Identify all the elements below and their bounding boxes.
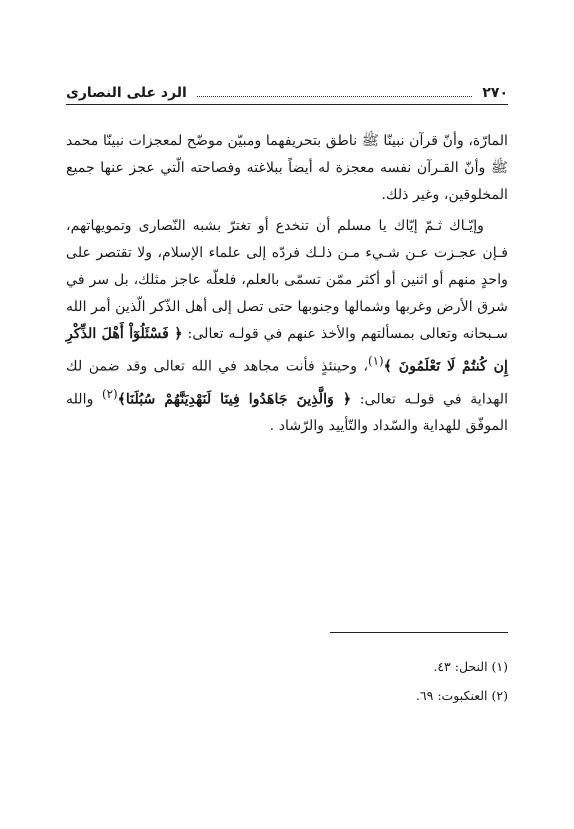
- header-dot-leader: [197, 96, 473, 97]
- paragraph-1: المارّة، وأنّ قرآن نبينّا ﷺ ناطق بتحريفهما ومبيّن موضّح لمعجزات نبينّا محمد ﷺ وأنّ القـرآن نفسه معجزة له أيضاً ببلاغته وفصاحته الّتي عجز عنها جميع المخلوقين، وغير ذلك.: [66, 133, 508, 203]
- footnotes: [66, 652, 508, 710]
- footnote-2: (٢) العنكبوت: ٦٩.: [415, 688, 508, 703]
- page-number: ٢٧٠: [482, 85, 508, 101]
- footnote-ref-2: (٢): [101, 386, 118, 401]
- paragraph-2: [66, 213, 508, 440]
- running-header: [66, 74, 508, 100]
- body-text: [66, 128, 508, 440]
- footnote-1: (١) النحل: ٤٣.: [433, 659, 508, 674]
- paragraph-2-part-b: ، وحينئذٍ فأنت مجاهد في الله تعالى وقد ضمن لك الهداية في قولـه تعالى:: [66, 358, 509, 408]
- paragraph-2-part-c: والله الموفّق للهداية والسّداد والتّأييد والرّشاد .: [66, 391, 508, 435]
- running-title: الرد على النصارى: [66, 85, 187, 101]
- quran-quote-1: ﴿ فَسْئَلُوٓاْ أَهْلَ الذِّكْرِ إِن كُنتُمْ لَا تَعْلَمُونَ ﴾: [66, 326, 508, 375]
- quran-quote-2: ﴿ وَالَّذِينَ جَاهَدُوا فِينَا لَنَهْدِيَنَّهُمْ سُبُلَنَا﴾: [117, 391, 352, 408]
- footnote-rule: [330, 632, 508, 633]
- footnote-ref-1: (١): [368, 354, 384, 368]
- paragraph-2-part-a: وإيّـاك ثـمّ إيّاك يا مسلم أن تنخدع أو تغترّ بشبه النّصارى وتمويهاتهم، فـإن عجـزت عـن شـيء مـن ذلـك فردّه إلى علماء الإسلام، ولا تقتصر على واحدٍ منهم أو اثنين أو أكثر ممّن تسمّى بالعلم، فلعلّه عاجز مثلك، بل سر في شرق الأرض وغربها وشمالها وجنوبها حتى تصل إلى أهل الذّكر الّذين أمر الله سـبحانه وتعالى بمسألتهم والأخذ عنهم في قولـه تعالى:: [66, 218, 509, 342]
- header-rule: [66, 104, 508, 105]
